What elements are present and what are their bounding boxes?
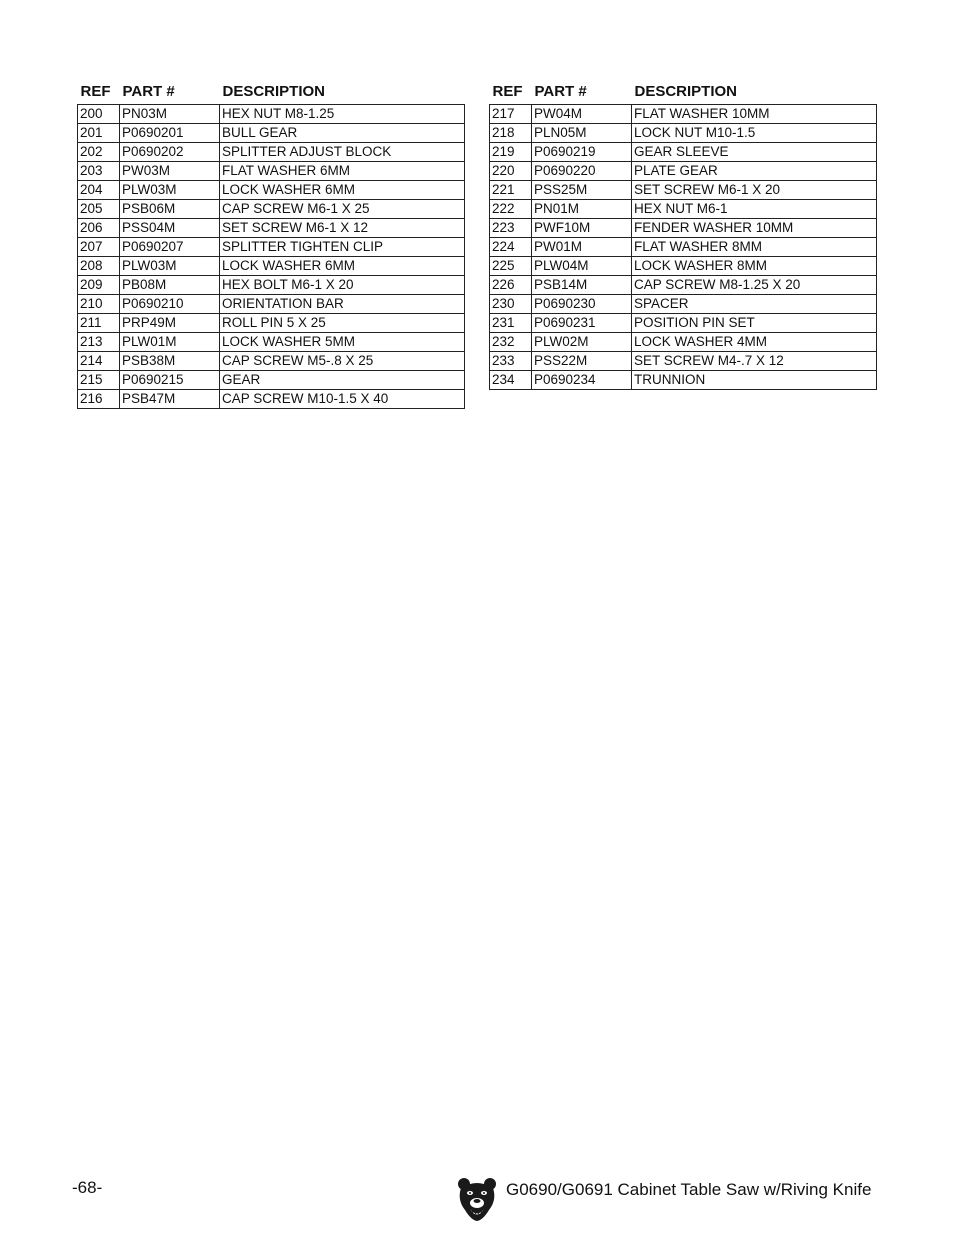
ref-cell: 232 [490,333,532,352]
part-number-cell: PWF10M [532,219,632,238]
table-row [490,143,877,162]
description-cell: SPLITTER ADJUST BLOCK [220,143,465,162]
part-number-cell: PSS04M [120,219,220,238]
part-number-cell: PLN05M [532,124,632,143]
description-cell: GEAR [220,371,465,390]
header-ref: REF [492,83,523,100]
part-number-cell: PSB14M [532,276,632,295]
description-cell: HEX NUT M6-1 [632,200,877,219]
table-row [490,124,877,143]
part-number-cell: PSB38M [120,352,220,371]
description-cell: LOCK WASHER 6MM [220,181,465,200]
table-row [78,238,465,257]
table-row [78,181,465,200]
ref-cell: 220 [490,162,532,181]
description-cell: LOCK WASHER 4MM [632,333,877,352]
table-row [78,276,465,295]
ref-cell: 211 [78,314,120,333]
description-cell: CAP SCREW M10-1.5 X 40 [220,390,465,409]
part-number-cell: P0690234 [532,371,632,390]
header-description: DESCRIPTION [634,83,738,100]
part-number-cell: PLW03M [120,181,220,200]
table-row [78,105,465,124]
description-cell: CAP SCREW M6-1 X 25 [220,200,465,219]
part-number-cell: PSB47M [120,390,220,409]
ref-cell: 215 [78,371,120,390]
part-number-cell: PW01M [532,238,632,257]
part-number-cell: P0690215 [120,371,220,390]
ref-cell: 213 [78,333,120,352]
table-row [78,390,465,409]
part-number-cell: PB08M [120,276,220,295]
description-cell: SET SCREW M4-.7 X 12 [632,352,877,371]
description-cell: ORIENTATION BAR [220,295,465,314]
ref-cell: 230 [490,295,532,314]
parts-table-left [77,79,465,409]
ref-cell: 207 [78,238,120,257]
description-cell: LOCK WASHER 8MM [632,257,877,276]
header-part: PART # [534,83,587,100]
part-number-cell: PLW04M [532,257,632,276]
ref-cell: 225 [490,257,532,276]
table-row [490,238,877,257]
grizzly-bear-head-icon [457,1176,497,1222]
part-number-cell: P0690202 [120,143,220,162]
part-number-cell: PN01M [532,200,632,219]
description-cell: HEX NUT M8-1.25 [220,105,465,124]
description-cell: LOCK NUT M10-1.5 [632,124,877,143]
table-row [490,181,877,200]
table-row [490,352,877,371]
table-row [78,314,465,333]
ref-cell: 208 [78,257,120,276]
ref-cell: 206 [78,219,120,238]
table-row [78,333,465,352]
part-number-cell: PRP49M [120,314,220,333]
table-row [78,219,465,238]
part-number-cell: P0690201 [120,124,220,143]
table-header-row [490,79,877,105]
part-number-cell: PLW01M [120,333,220,352]
header-part: PART # [122,83,175,100]
table-row [490,371,877,390]
table-row [490,219,877,238]
table-row [490,276,877,295]
part-number-cell: PLW02M [532,333,632,352]
table-row [78,162,465,181]
description-cell: SPLITTER TIGHTEN CLIP [220,238,465,257]
table-row [490,314,877,333]
description-cell: CAP SCREW M5-.8 X 25 [220,352,465,371]
ref-cell: 217 [490,105,532,124]
ref-cell: 223 [490,219,532,238]
page-number: -68- [72,1178,103,1197]
description-cell: GEAR SLEEVE [632,143,877,162]
table-row [78,200,465,219]
part-number-cell: PSS25M [532,181,632,200]
description-cell: SET SCREW M6-1 X 12 [220,219,465,238]
description-cell: LOCK WASHER 6MM [220,257,465,276]
ref-cell: 209 [78,276,120,295]
ref-cell: 226 [490,276,532,295]
description-cell: BULL GEAR [220,124,465,143]
table-row [490,200,877,219]
description-cell: HEX BOLT M6-1 X 20 [220,276,465,295]
description-cell: FLAT WASHER 10MM [632,105,877,124]
ref-cell: 201 [78,124,120,143]
table-row [490,162,877,181]
table-row [490,333,877,352]
part-number-cell: P0690230 [532,295,632,314]
ref-cell: 205 [78,200,120,219]
ref-cell: 234 [490,371,532,390]
manual-title: G0690/G0691 Cabinet Table Saw w/Riving Knife [506,1180,872,1199]
part-number-cell: P0690210 [120,295,220,314]
table-row [78,257,465,276]
table-row [490,257,877,276]
table-header-row [78,79,465,105]
description-cell: TRUNNION [632,371,877,390]
ref-cell: 221 [490,181,532,200]
ref-cell: 219 [490,143,532,162]
ref-cell: 204 [78,181,120,200]
part-number-cell: P0690220 [532,162,632,181]
header-description: DESCRIPTION [222,83,326,100]
part-number-cell: PW03M [120,162,220,181]
ref-cell: 214 [78,352,120,371]
ref-cell: 200 [78,105,120,124]
ref-cell: 218 [490,124,532,143]
description-cell: FLAT WASHER 6MM [220,162,465,181]
table-row [490,105,877,124]
ref-cell: 224 [490,238,532,257]
part-number-cell: PW04M [532,105,632,124]
description-cell: POSITION PIN SET [632,314,877,333]
parts-table-right [489,79,877,390]
ref-cell: 222 [490,200,532,219]
ref-cell: 203 [78,162,120,181]
part-number-cell: PN03M [120,105,220,124]
table-row [78,124,465,143]
ref-cell: 202 [78,143,120,162]
table-row [490,295,877,314]
description-cell: SPACER [632,295,877,314]
table-row [78,371,465,390]
table-row [78,352,465,371]
part-number-cell: P0690207 [120,238,220,257]
ref-cell: 231 [490,314,532,333]
ref-cell: 216 [78,390,120,409]
ref-cell: 210 [78,295,120,314]
description-cell: LOCK WASHER 5MM [220,333,465,352]
part-number-cell: PSB06M [120,200,220,219]
description-cell: CAP SCREW M8-1.25 X 20 [632,276,877,295]
description-cell: SET SCREW M6-1 X 20 [632,181,877,200]
table-row [78,295,465,314]
table-row [78,143,465,162]
part-number-cell: P0690219 [532,143,632,162]
description-cell: ROLL PIN 5 X 25 [220,314,465,333]
description-cell: PLATE GEAR [632,162,877,181]
description-cell: FENDER WASHER 10MM [632,219,877,238]
description-cell: FLAT WASHER 8MM [632,238,877,257]
header-ref: REF [80,83,111,100]
part-number-cell: P0690231 [532,314,632,333]
part-number-cell: PSS22M [532,352,632,371]
ref-cell: 233 [490,352,532,371]
part-number-cell: PLW03M [120,257,220,276]
